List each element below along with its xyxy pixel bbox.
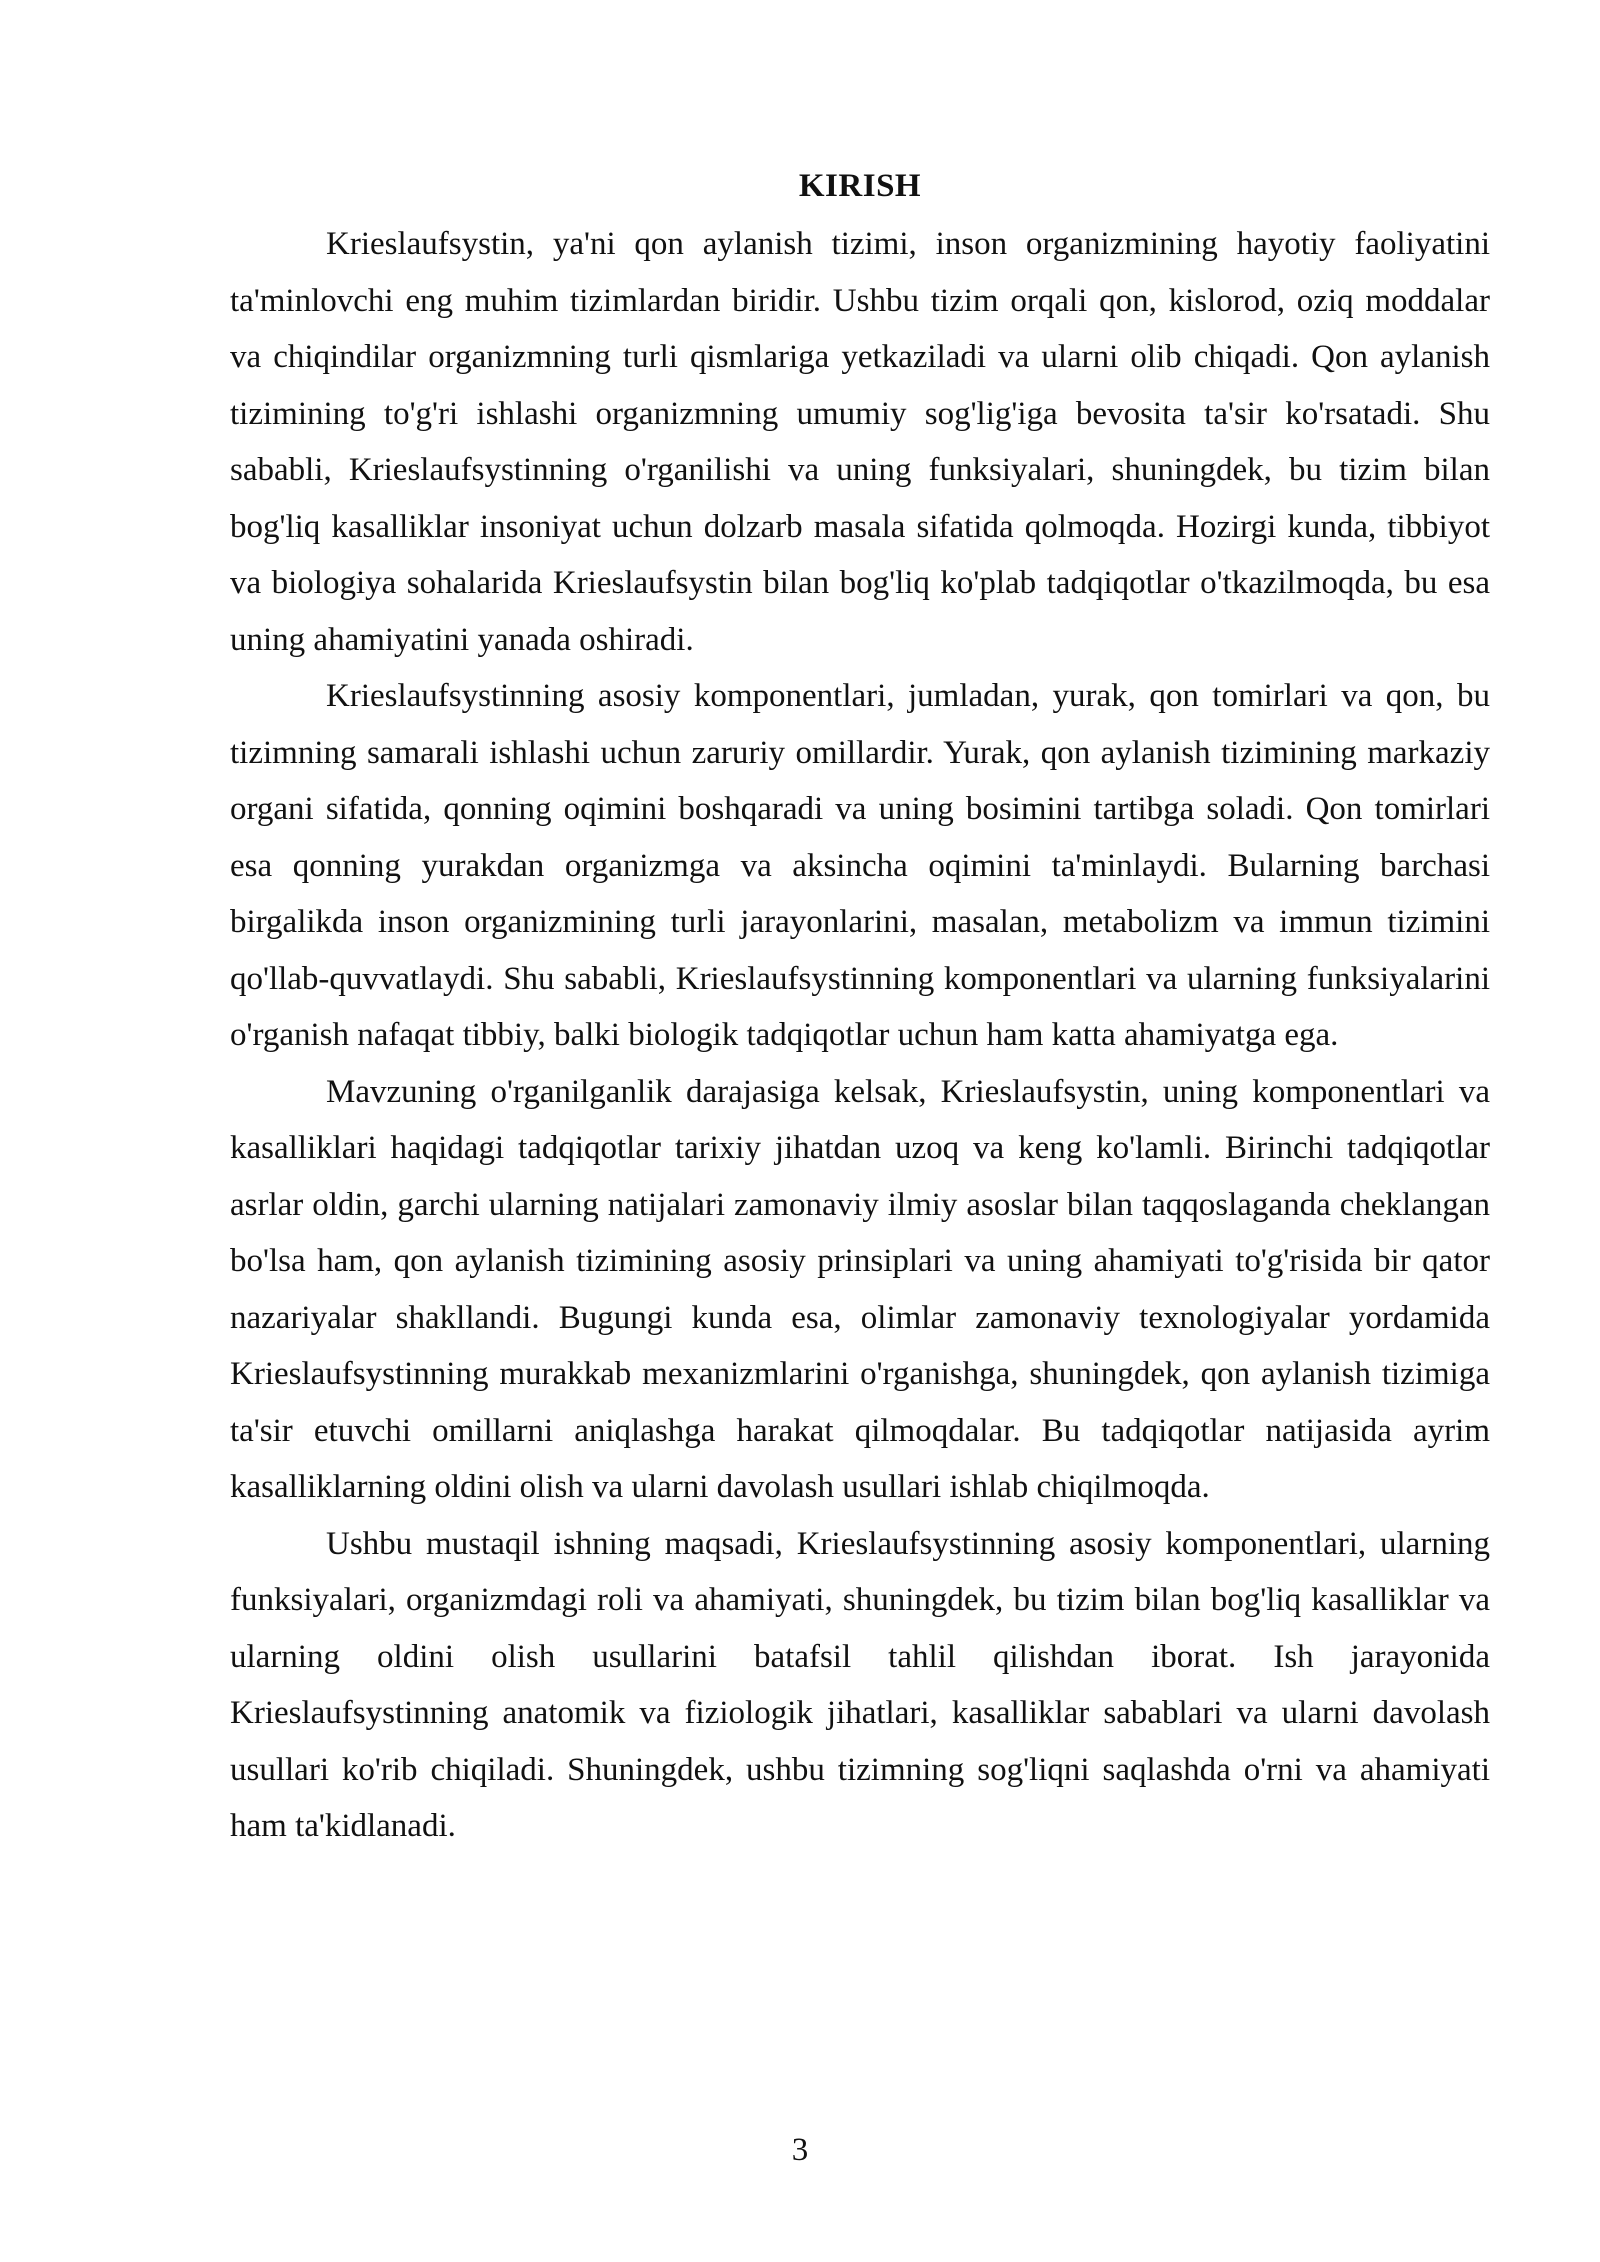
paragraph-4: Ushbu mustaqil ishning maqsadi, Krieslaufsystinning asosiy komponentlari, ularning funksiyalari, organizmdagi roli va ahamiyati, shuningdek, bu tizim bilan bog'liq kasalliklar va ularning oldini olish usullarini batafsil tahlil qilishdan iborat. Ish jarayonida Krieslaufsystinning anatomik va fiziologik jihatlari, kasalliklar sabablari va ularni davolash usullari ko'rib chiqiladi. Shuningdek, ushbu tizimning sog'liqni saqlashda o'rni va ahamiyati ham ta'kidlanadi. [230,1525,1490,1844]
paragraph-1: Krieslaufsystin, ya'ni qon aylanish tizimi, inson organizmining hayotiy faoliyatini ta'minlovchi eng muhim tizimlardan biridir. Ushbu tizim orqali qon, kislorod, oziq moddalar va chiqindilar organizmning turli qismlariga yetkaziladi va ularni olib chiqadi. Qon aylanish tizimining to'g'ri ishlashi organizmning umumiy sog'lig'iga bevosita ta'sir ko'rsatadi. Shu sababli, Krieslaufsystinning o'rganilishi va uning funksiyalari, shuningdek, bu tizim bilan bog'liq kasalliklar insoniyat uchun dolzarb masala sifatida qolmoqda. Hozirgi kunda, tibbiyot va biologiya sohalarida Krieslaufsystin bilan bog'liq ko'plab tadqiqotlar o'tkazilmoqda, bu esa uning ahamiyatini yanada oshiradi. [230,226,1490,658]
section-title: KIRISH [798,168,922,204]
page-content [230,162,1490,1855]
page-number: 3 [791,2132,809,2168]
paragraph-3: Mavzuning o'rganilganlik darajasiga kelsak, Krieslaufsystin, uning komponentlari va kasalliklari haqidagi tadqiqotlar tarixiy jihatdan uzoq va keng ko'lamli. Birinchi tadqiqotlar asrlar oldin, garchi ularning natijalari zamonaviy ilmiy asoslar bilan taqqoslaganda cheklangan bo'lsa ham, qon aylanish tizimining asosiy prinsiplari va uning ahamiyati to'g'risida bir qator nazariyalar shakllandi. Bugungi kunda esa, olimlar zamonaviy texnologiyalar yordamida Krieslaufsystinning murakkab mexanizmlarini o'rganishga, shuningdek, qon aylanish tizimiga ta'sir etuvchi omillarni aniqlashga harakat qilmoqdalar. Bu tadqiqotlar natijasida ayrim kasalliklarning oldini olish va ularni davolash usullari ishlab chiqilmoqda. [230,1073,1490,1505]
paragraph-2: Krieslaufsystinning asosiy komponentlari, jumladan, yurak, qon tomirlari va qon, bu tizimning samarali ishlashi uchun zaruriy omillardir. Yurak, qon aylanish tizimining markaziy organi sifatida, qonning oqimini boshqaradi va uning bosimini tartibga soladi. Qon tomirlari esa qonning yurakdan organizmga va aksincha oqimini ta'minlaydi. Bularning barchasi birgalikda inson organizmining turli jarayonlarini, masalan, metabolizm va immun tizimini qo'llab-quvvatlaydi. Shu sababli, Krieslaufsystinning komponentlari va ularning funksiyalarini o'rganish nafaqat tibbiy, balki biologik tadqiqotlar uchun ham katta ahamiyatga ega. [230,678,1490,1053]
